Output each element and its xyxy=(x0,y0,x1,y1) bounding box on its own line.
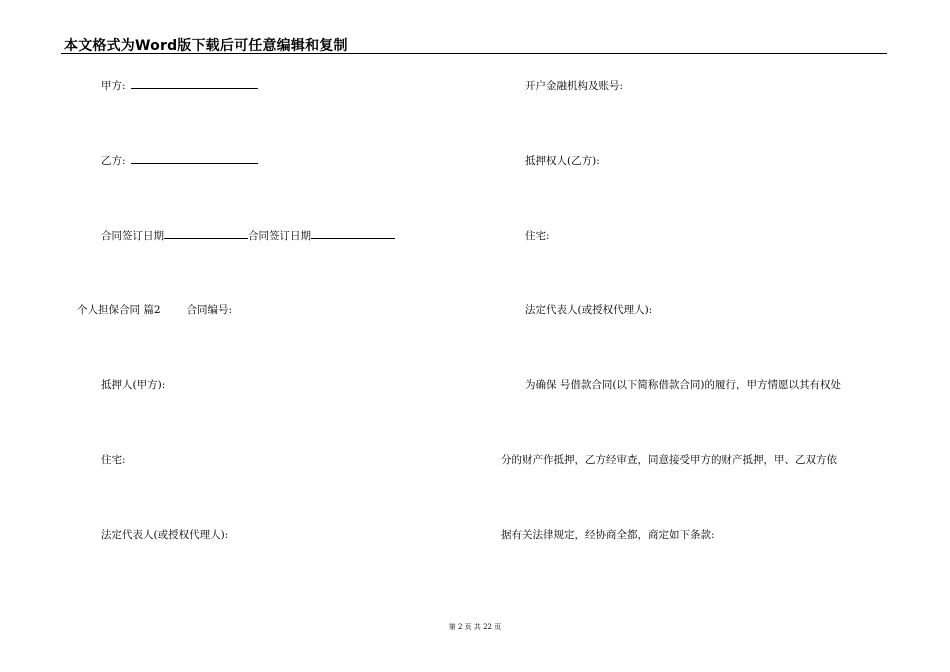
party-a-line xyxy=(101,79,258,93)
party-a-blank xyxy=(131,79,258,89)
document-header-title: 本文格式为Word版下载后可任意编辑和复制 xyxy=(64,38,348,54)
body-paragraph-line-3: 据有关法律规定，经协商全都，商定如下条款: xyxy=(501,529,715,541)
right-legal-rep-label: 法定代表人(或授权代理人): xyxy=(525,304,653,316)
sign-date-label-2: 合同签订日期 xyxy=(248,230,311,242)
party-b-label: 乙方: xyxy=(101,155,126,167)
body-paragraph-line-2: 分的财产作抵押，乙方经审查，同意接受甲方的财产抵押，甲、乙双方依 xyxy=(501,454,837,466)
mortgagee-label: 抵押权人(乙方): xyxy=(525,155,600,167)
left-legal-rep-label: 法定代表人(或授权代理人): xyxy=(101,529,229,541)
party-b-blank xyxy=(131,154,258,164)
section-heading-line xyxy=(77,303,232,317)
party-b-line xyxy=(101,154,258,168)
party-a-label: 甲方: xyxy=(101,80,126,92)
left-residence-label: 住宅: xyxy=(101,454,126,466)
bank-account-label: 开户金融机构及账号: xyxy=(525,80,624,92)
mortgagor-label: 抵押人(甲方): xyxy=(101,379,166,391)
sign-date-line xyxy=(101,229,395,243)
sign-date-blank-1 xyxy=(164,229,248,239)
body-paragraph-line-1: 为确保 号借款合同(以下简称借款合同)的履行，甲方情愿以其有权处 xyxy=(525,379,842,391)
right-residence-label: 住宅: xyxy=(525,230,550,242)
sign-date-label-1: 合同签订日期 xyxy=(101,230,164,242)
page-number-footer: 第 2 页 共 22 页 xyxy=(448,623,502,631)
section-title: 个人担保合同 篇2 xyxy=(77,304,161,316)
contract-no-label: 合同编号: xyxy=(186,304,233,316)
header-divider xyxy=(61,53,887,54)
sign-date-blank-2 xyxy=(311,229,395,239)
